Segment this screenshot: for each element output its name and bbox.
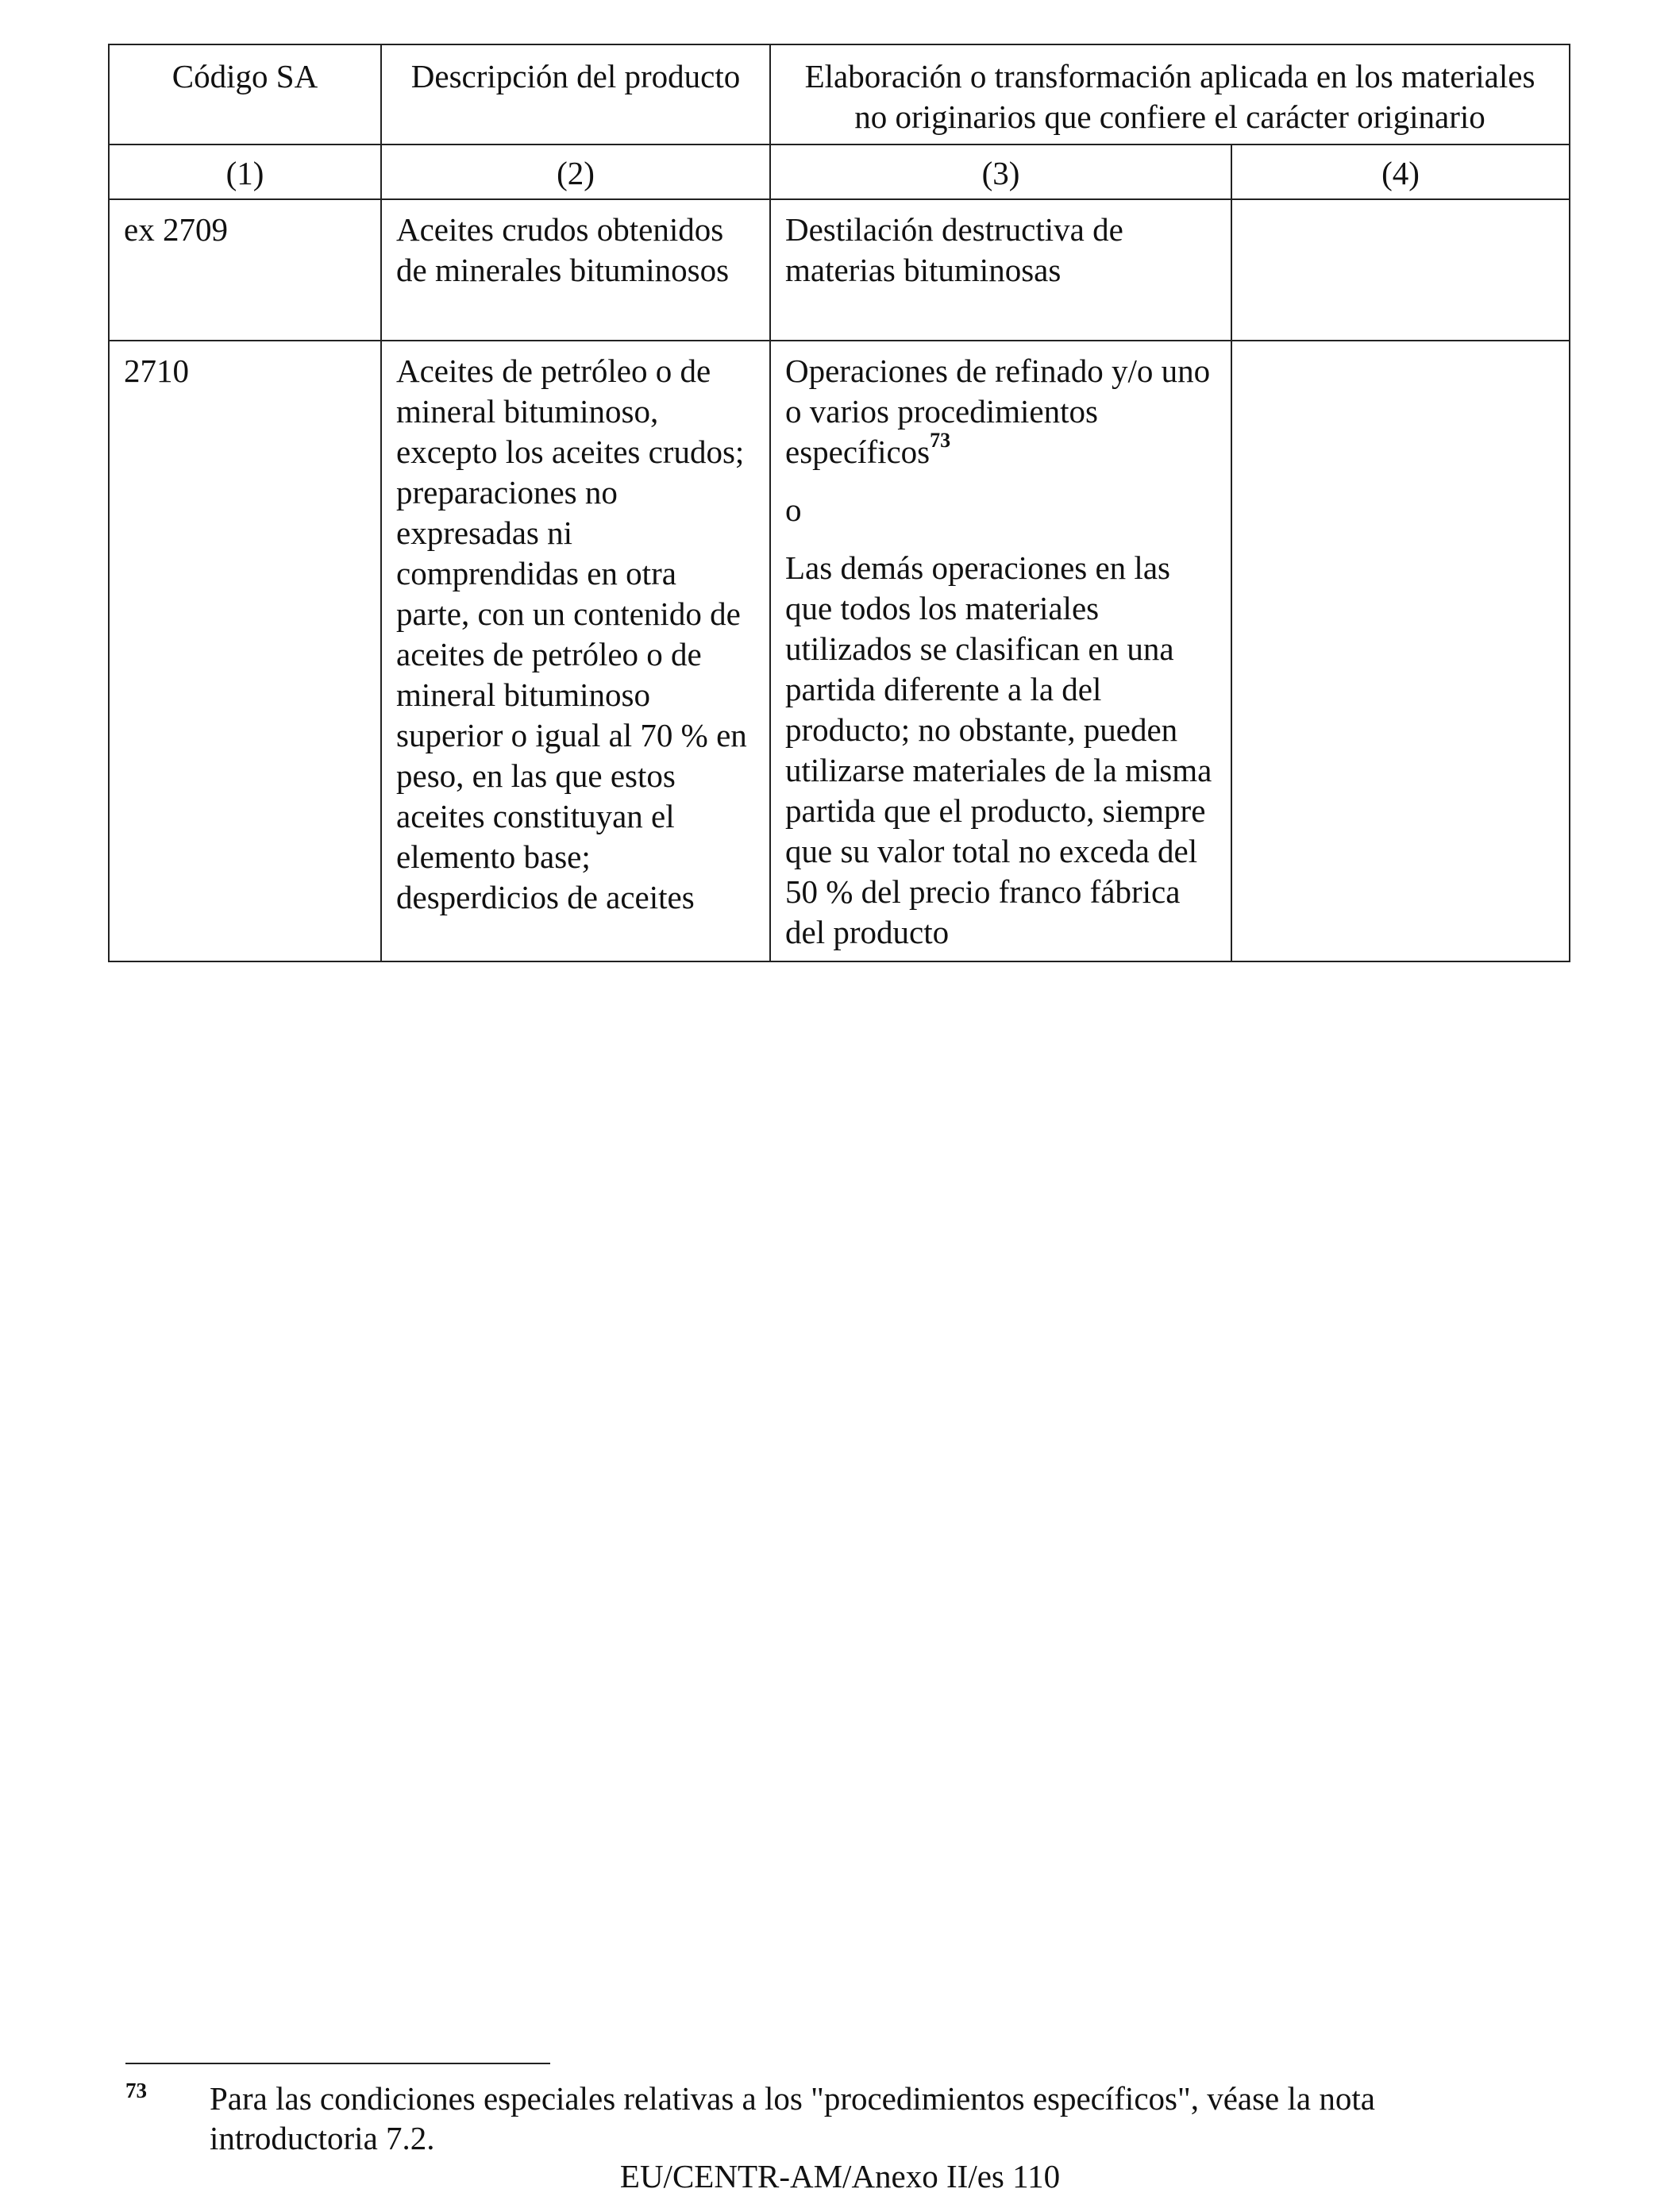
column-number-3: (3): [770, 144, 1231, 199]
header-product-description: Descripción del producto: [381, 44, 770, 144]
footnote: [125, 2079, 1547, 2158]
header-hs-code: Código SA: [109, 44, 381, 144]
rule-cell: [770, 341, 1231, 961]
hs-code-cell: ex 2709: [109, 199, 381, 341]
alt-rule-cell: [1231, 341, 1570, 961]
column-number-1: (1): [109, 144, 381, 199]
footnote-number: 73: [125, 2079, 147, 2102]
table-row: [109, 199, 1570, 341]
hs-code-cell: 2710: [109, 341, 381, 961]
rule-option-refining: Operaciones de refinado y/o uno o varios procedimientos específicos$^{73}$: [785, 353, 1211, 470]
rule-or-separator: o: [785, 491, 802, 528]
column-number-2: (2): [381, 144, 770, 199]
alt-rule-cell: [1231, 199, 1570, 341]
footnote-text: Para las condiciones especiales relativas a los "procedimientos específicos", véase la nota introductoria 7.2.: [210, 2080, 1375, 2156]
description-cell: Aceites de petróleo o de mineral bituminoso, excepto los aceites crudos; preparaciones no expresadas ni comprendidas en otra parte, con un contenido de aceites de petróleo o de mineral bituminoso superior o igual al 70 % en peso, en las que estos aceites constituyan el elemento base; desperdicios de aceites: [381, 341, 770, 961]
rule-cell: Destilación destructiva de materias bituminosas: [770, 199, 1231, 341]
footnote-reference[interactable]: 73: [930, 429, 951, 452]
page-footer: EU/CENTR-AM/Anexo II/es 110: [619, 2158, 1061, 2194]
origin-rules-table: [108, 44, 1570, 962]
header-row: [109, 44, 1570, 144]
rule-option-other: Las demás operaciones en las que todos los materiales utilizados se clasifican en una partida diferente a la del producto; no obstante, pueden utilizarse materiales de la misma partida que el producto, siempre que su valor total no exceda del 50 % del precio franco fábrica del producto: [785, 549, 1212, 950]
column-number-4: (4): [1231, 144, 1570, 199]
column-number-row: [109, 144, 1570, 199]
description-cell: Aceites crudos obtenidos de minerales bituminosos: [381, 199, 770, 341]
table-row: [109, 341, 1570, 961]
footnote-divider: [125, 2063, 550, 2064]
header-working-processing: Elaboración o transformación aplicada en los materiales no originarios que confiere el carácter originario: [770, 44, 1570, 144]
